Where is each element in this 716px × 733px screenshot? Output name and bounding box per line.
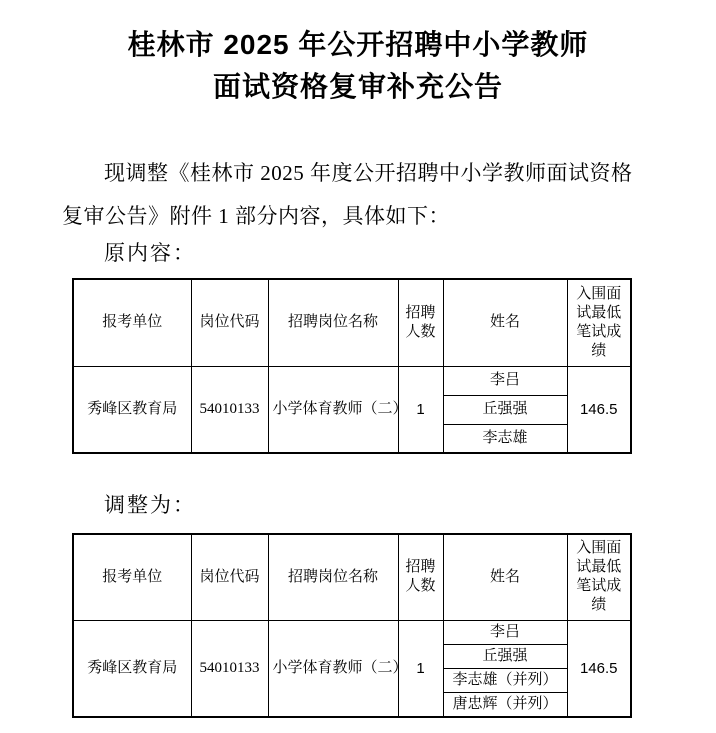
intro-paragraph-line-2: 复审公告》附件 1 部分内容，具体如下：: [62, 204, 450, 228]
adjusted-content-table: [72, 533, 632, 718]
cell-code: 54010133: [191, 366, 268, 453]
document-title: [0, 0, 716, 108]
cell-name: 丘强强: [443, 395, 567, 424]
cell-count: 1: [398, 366, 443, 453]
table-header-row: [73, 534, 631, 620]
header-count: 招聘人数: [398, 534, 443, 620]
header-score: 入围面试最低笔试成绩: [567, 279, 631, 366]
header-position: 招聘岗位名称: [268, 534, 398, 620]
cell-position: 小学体育教师（二）: [268, 366, 398, 453]
header-count: 招聘人数: [398, 279, 443, 366]
cell-unit: 秀峰区教育局: [73, 366, 191, 453]
cell-unit: 秀峰区教育局: [73, 620, 191, 717]
title-line-1: 桂林市 2025 年公开招聘中小学教师: [127, 29, 589, 60]
table-row: [73, 620, 631, 644]
original-content-table: [72, 278, 632, 454]
table-header-row: [73, 279, 631, 366]
header-unit: 报考单位: [73, 534, 191, 620]
header-name: 姓名: [443, 534, 567, 620]
cell-name: 丘强强: [443, 644, 567, 668]
header-position: 招聘岗位名称: [268, 279, 398, 366]
original-content-label: 原内容：: [104, 241, 196, 265]
header-name: 姓名: [443, 279, 567, 366]
cell-name: 李志雄: [443, 424, 567, 453]
cell-name: 李吕: [443, 620, 567, 644]
intro-paragraph: [62, 152, 666, 238]
adjusted-content-label: 调整为：: [104, 493, 196, 517]
cell-score: 146.5: [567, 366, 631, 453]
cell-position: 小学体育教师（二）: [268, 620, 398, 717]
header-code: 岗位代码: [191, 534, 268, 620]
cell-name: 唐忠辉（并列）: [443, 692, 567, 717]
cell-count: 1: [398, 620, 443, 717]
title-line-2: 面试资格复审补充公告: [212, 71, 503, 102]
cell-score: 146.5: [567, 620, 631, 717]
header-unit: 报考单位: [73, 279, 191, 366]
cell-code: 54010133: [191, 620, 268, 717]
table-row: [73, 366, 631, 395]
cell-name: 李志雄（并列）: [443, 668, 567, 692]
header-code: 岗位代码: [191, 279, 268, 366]
header-score: 入围面试最低笔试成绩: [567, 534, 631, 620]
cell-name: 李吕: [443, 366, 567, 395]
intro-paragraph-line-1: 现调整《桂林市 2025 年度公开招聘中小学教师面试资格: [104, 161, 633, 185]
